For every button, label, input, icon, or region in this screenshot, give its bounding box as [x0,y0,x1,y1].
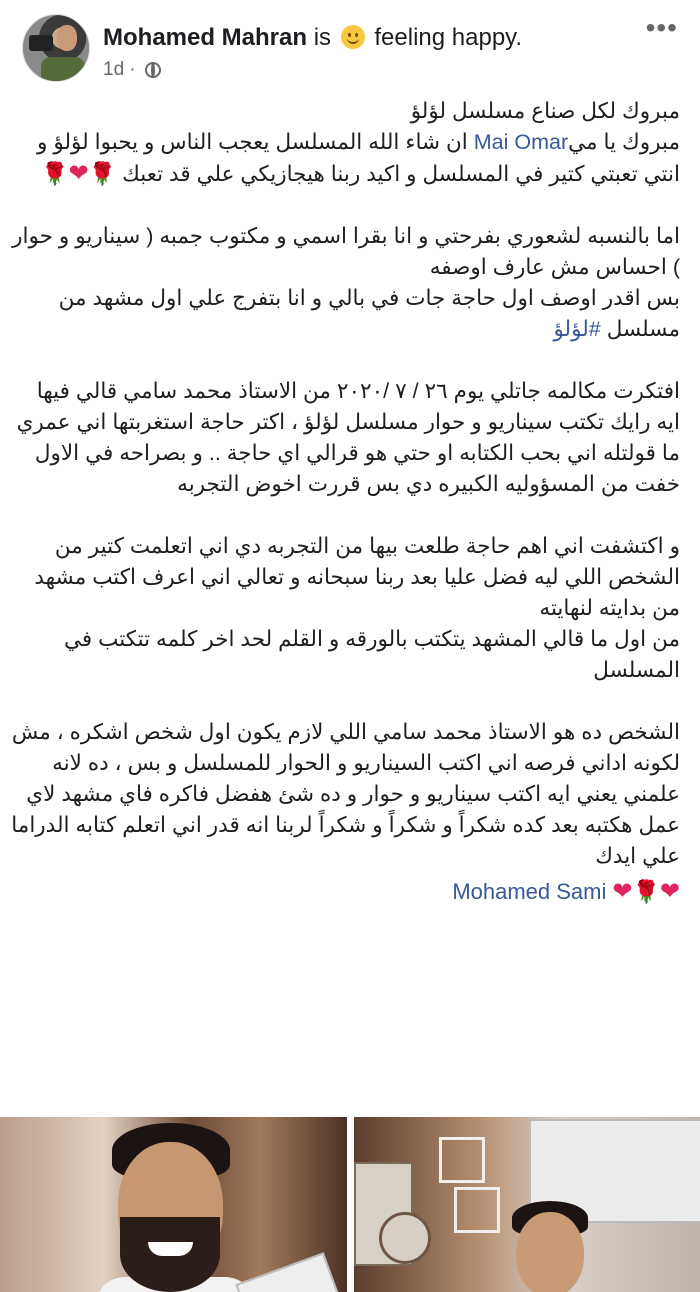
avatar-camera [29,35,53,51]
mention-mai-omar[interactable]: Mai Omar [473,130,569,154]
rose-icon: 🌹 [88,161,117,186]
status-text: feeling happy. [374,24,523,51]
photo2-face [516,1212,584,1292]
paragraph-5 [10,717,680,872]
post-header [0,0,700,90]
author-avatar[interactable] [22,14,90,82]
author-name[interactable]: Mohamed Mahran [103,24,308,51]
photo-grid [0,1117,700,1292]
more-options-icon[interactable]: ••• [645,12,678,43]
paragraph-4 [10,531,680,686]
heart-icon: ❤ [612,878,633,905]
author-line [103,22,522,54]
p4-text: و اكتشفت اني اهم حاجة طلعت بيها من التجربه دي اني اتعلمت كتير من الشخص اللي ليه فضل عليا بعد ربنا سبحانه و تعالي اني اعرف اكتب مشهد من بدايته لنهايته [34,534,680,620]
avatar-head [57,25,77,51]
paragraph-1 [10,96,680,190]
status-prefix: is [313,24,332,51]
post-photo-2[interactable] [354,1117,700,1292]
paragraph-2 [10,221,680,345]
photo2-clock [379,1212,431,1264]
heart-icon: ❤ [68,160,89,187]
mention-mohamed-sami[interactable]: Mohamed Sami [452,879,607,904]
avatar-shirt [41,57,85,82]
p1-line1: مبروك لكل صناع مسلسل لؤلؤ [410,99,680,123]
tag-line [10,876,680,908]
heart-icon: ❤ [659,878,680,905]
post-photo-1[interactable] [0,1117,347,1292]
p4-text2: من اول ما قالي المشهد يتكتب بالورقه و القلم لحد اخر كلمه تتكتب في المسلسل [63,627,680,682]
p1-after-mention: ان شاء الله المسلسل يعجب الناس و يحبوا لؤلؤ و انتي تعبتي كتير في المسلسل و اكيد ربنا هيجازيكي علي قد تعبك [37,130,680,186]
globe-icon[interactable] [145,62,161,78]
smiley-icon [341,25,365,49]
post-body [0,96,700,908]
photo1-smile [148,1242,193,1256]
rose-icon: 🌹 [41,161,69,186]
rose-icon: 🌹 [632,879,660,904]
photo2-shelf [439,1137,485,1183]
post-meta [103,58,161,82]
p2-text: اما بالنسبه لشعوري بفرحتي و انا بقرا اسمي و مكتوب جمبه ( سيناريو و حوار ) احساس مش عارف اوصفه [12,224,680,279]
paragraph-3: افتكرت مكالمه جاتلي يوم ٢٦ / ٧ /٢٠٢٠ من الاستاذ محمد سامي قالي فيها ايه رايك تكتب سيناريو و حوار مسلسل لؤلؤ ، اكتر حاجة استغربتها اني عمري ما قولتله اني بحب الكتابه او حتي هو قرالي اي حاجة .. و بصراحه في الاول خفت من المسؤوليه الكبيره دي بس قررت اخوض التجربه [16,379,680,496]
post-time[interactable]: 1d [103,59,125,80]
meta-separator: · [129,59,136,80]
hashtag-lulu[interactable]: #لؤلؤ [553,317,601,341]
photo2-shelf [454,1187,500,1233]
photo1-card [235,1252,338,1292]
p1-before-mention: مبروك يا مي [568,130,680,154]
p2-text2: بس اقدر اوصف اول حاجة جات في بالي و انا بتفرج علي اول مشهد من مسلسل [58,286,680,341]
p5-text: الشخص ده هو الاستاذ محمد سامي اللي لازم يكون اول شخص اشكره ، مش لكونه اداني فرصه اني اكتب السيناريو و الحوار للمسلسل و بس ، ده لانه علمني يعني ايه اكتب سيناريو و حوار و ده شئ هفضل فاكره فاي مشهد لاي عمل هكتبه بعد كده شكراً و شكراً و شكراً لربنا انه قدر اني اتعلم كتابه الدراما علي ايدك [11,720,680,868]
